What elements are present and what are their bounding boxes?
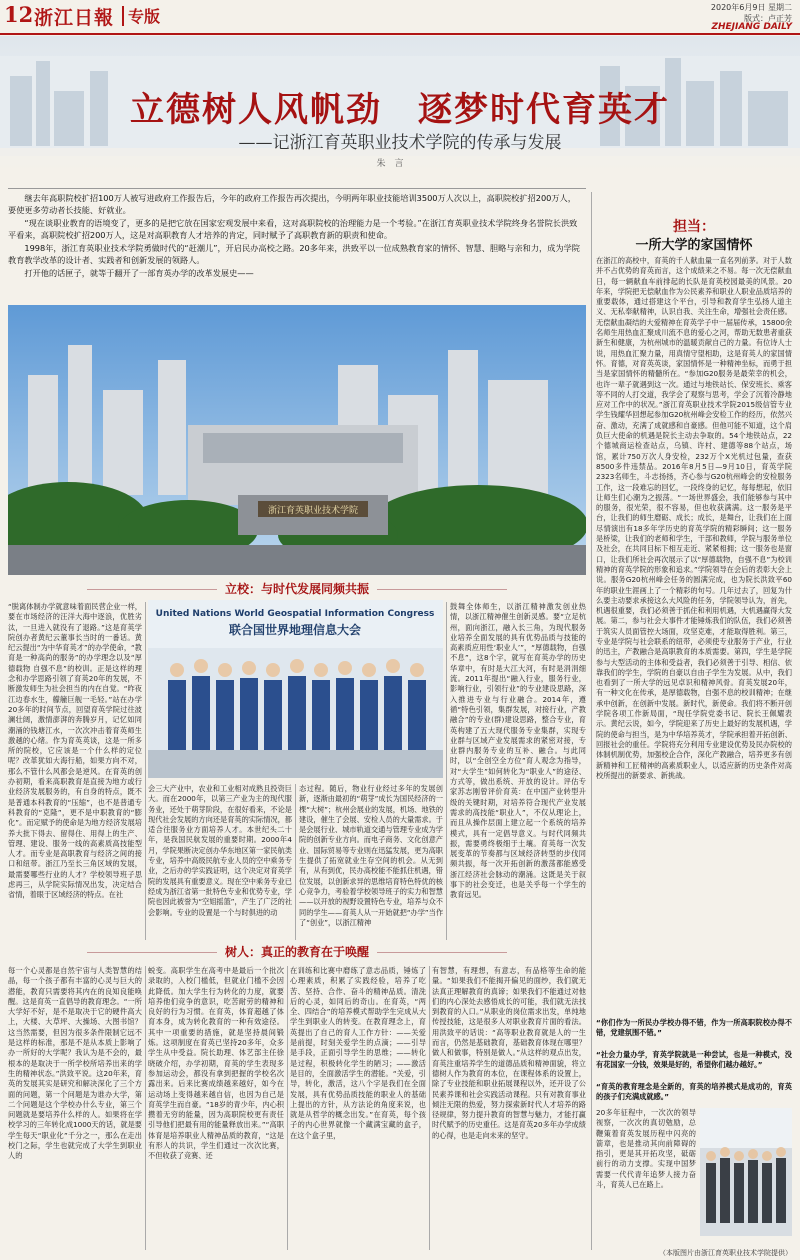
column-divider bbox=[295, 784, 296, 940]
article-column: 会三大产业中，农业和工业相对成熟且投资巨大。而在2000年，以第三产业为主的现代服务业，还处于萌芽阶段，在很好看来，不论是现代社会发展的方向还是育英的实际情况，都适合往服务业方面培养人才。本世纪头二十年，是我国民航发展的重要时期。2000年4月，学院果断决定创办华东地区第一家民航类专业，培养中高级民航专业人员的空中乘务专业，之后办的学实践证明，这个决定对育英学院的发展具有重要意义。现在空中乘务专业已经成为浙江省第一批特色专业和优势专业，学院也因此被誉为“空姐摇篮”，产生了广泛的社会影响。专业的设置是一个与时俱进的动 bbox=[148, 784, 292, 917]
section-label: 专版 bbox=[128, 7, 161, 26]
intro-paragraph: “现在谈职业教育的语境变了，更多的是把它放在国家宏观发展中来看，这对高职院校的治理能力是一个考验。”在浙江育英职业技术学院终身名誉院长洪致平看来，高职院校扩招200万人，这是对高职教育人才培养的肯定，同时赋予了高职教育新的职责和使命。 bbox=[8, 218, 578, 240]
masthead bbox=[0, 0, 800, 34]
sidebar-heading: 一所大学的家国情怀 bbox=[635, 238, 753, 253]
intro-paragraph: 1998年，浙江育英职业技术学院勇做时代的“赶潮儿”，开启民办高校之路。20多年来，洪致平以一位成熟教育家的情怀、智慧、胆略与亲和力，成为学院教育教学改革的设计者、实践者和创新发展的领路人。 bbox=[8, 243, 580, 265]
masthead-divider bbox=[122, 6, 124, 26]
column-divider bbox=[446, 602, 447, 940]
sidebar-quote: “社会力量办学，育英学院就是一种尝试，也是一种模式，没有花国家一分钱，效果是好的，希望你们越办越好。” bbox=[596, 1050, 792, 1070]
heading-ornament bbox=[87, 952, 217, 953]
issue-date: 2020年6月9日 星期二 bbox=[710, 3, 792, 12]
editor-credit: 版式：卢正芳 bbox=[744, 14, 792, 23]
page-number: 12 bbox=[4, 2, 34, 27]
intro-text bbox=[8, 192, 580, 280]
intro-paragraph: 继去年高职院校扩招100万人被写进政府工作报告后，今年的政府工作报告再次提出，今明两年职业技能培训3500万人次以上，高职院校扩招200万人，要使更多劳动者长技能、好就业。 bbox=[8, 193, 576, 215]
headline-title: 立德树人风帆劲 逐梦时代育英才 bbox=[130, 90, 670, 130]
congress-group-photo bbox=[148, 600, 443, 778]
intro-paragraph: 打开他的话匣子，就等于翻开了一部育英办学的改革发展史—— bbox=[24, 268, 254, 278]
column-divider bbox=[287, 966, 288, 1250]
heading-ornament bbox=[377, 952, 507, 953]
english-paper-name: ZHEJIANG DAILY bbox=[711, 22, 792, 32]
campus-gate-sign: 浙江育英职业技术学院 bbox=[267, 506, 359, 516]
congress-banner-english: United Nations World Geospatial Information Congress bbox=[155, 609, 435, 619]
author-byline: 朱 言 bbox=[376, 159, 404, 169]
campus-photo bbox=[8, 305, 586, 575]
masthead-rule bbox=[0, 33, 800, 35]
article-column: 在训练和比赛中磨练了意志品质，锤炼了心理素质，积累了实践经验，培养了吃苦、坚持、合作、奋斗的精神品质。清洗后的心灵，如同后的奇山。在育英，“两全、四结合”的培养模式帮助学生完成从大学生到职业人的转变。在教育理念上，育英提出了自己的育人工作方针：——关爱是前提，时刻关爱学生的点滴；——引导是手段，正面引导学生的思维；——转化是过程，积极转化学生的陋习；——激活是目的，全面激活学生的潜能。“关爱，引导，转化，激活，这八个字是我们在全面发展，具有优势品质技能的职业人的基础上提出的方针，从方法论的角度来说，也就是从哲学的概念出发。”在育英，每个孩子的内心世界就像一个藏满宝藏的盒子，在这个盒子里， bbox=[290, 966, 426, 1140]
section-heading-shuren bbox=[8, 943, 586, 959]
date-info bbox=[711, 2, 792, 24]
sidebar-quote: “育英的教育理念是全新的，育英的培养模式是成功的，育英的孩子们充满成就感。” bbox=[596, 1082, 792, 1102]
students-group-photo bbox=[700, 1108, 792, 1236]
article-column: “脱离体制办学就意味着面民营企业一样，要在市场经济的汪洋大海中逐浪，优胜劣汰，一旦进入就没有了退路。”这是育英学院创办者黄纪云董事长当时的一番话。黄纪云提出“为中华育英才”的办学使命，“教育是一种高尚的服务”的办学理念以及“厚德载物 自强不息”的校训。正是这样的理念和办学思路引领了育英20年的发展，不断激发师生为社会担当的内在自觉。“昨夜江边春水生，艨艟巨舰一毛轻。”站在办学20多年的时间节点，回望育英学院过往波澜壮阔，激情澎湃的奔腾岁月，记忆如同潮涌的钱塘江水，一次次冲击着育英师生激越的心绪。作为育英英谈，这是一所多所的院校，它应该是一个什么样的定位呢？改革犹如大海行船，如果方向不对，那么不管什么风都会是逆风。在育英的创办初期，看来高职教育是直接为地方或行业经济发展服务的，有自身的特点，既不是普通本科教育的“压缩”，也不是普通专科教育的“克隆”，更不是中职教育的“膨化”。而定赋予的使命是为地方经济发展培养大批下得去、留得住、用得上的生产、管理、建设、服务一线的高素质高技能型人才。而专业是高职教育与经济之间的接口和纽带。浙江乃至长三角区域的发展，最需要哪些行业的人才？学校领导班子思虑再三，从学院实际情况出发，决定结合省情，着眼于区域经济的特点。在社 bbox=[8, 602, 142, 900]
sidebar-tail: 20多年征程中，一次次的领导视察，一次次的真切勉励，总鞭策着育英发展历程中闪亮的箭章，也是推动其向前障碍的指引，更是其开拓攻坚，砥砺前行的动力支撑。实现中国梦需要一代代青年追梦人接力奋斗，育英人已在路上。 bbox=[596, 1108, 696, 1190]
paper-logo: 浙江日報 bbox=[34, 7, 115, 29]
headline-subtitle: ——记浙江育英职业技术学院的传承与发展 bbox=[238, 133, 562, 153]
column-divider bbox=[429, 966, 430, 1250]
photo-credit: （本版图片由浙江育英职业技术学院提供） bbox=[659, 1249, 792, 1257]
intro-top-rule bbox=[8, 188, 586, 189]
section-heading-text: 立校：与时代发展同频共振 bbox=[224, 582, 369, 596]
section-heading-lixiao bbox=[8, 580, 586, 596]
article-column: 态过程。随后，物业行业经过多年的发展创新，逐渐由最初的“萌芽”成长为国民经济的一棵“大树”；杭州会展业的发展，机场、地铁的建设，催生了会展、安检人员的大量需求。于是会展行业、城市轨道交通与管理专业成为学院的创新专业方向。而电子商务、文化创意产业、国际贸易等专业则在迅猛发展，更为高职生提供了拓宽就业生存空间的机会。从无到有，从有到优，民办高校能不能抓住机遇，错位发展，以创新求异的思维培育特色特优的核心竞争力，考验着学校领导班子的实力和智慧——以开放的视野设置特色专业，培养与众不同的学生——育英人从一开始就把“办学”当作了“创业”，以浙江精神 bbox=[299, 784, 443, 927]
column-divider bbox=[145, 966, 146, 1250]
sidebar-kicker: 担当： bbox=[673, 219, 715, 235]
sidebar-body: 在浙江的高校中，育英的千人献血量一直名列前茅。对于人数并不占优势的育英而言，这个成绩来之不易。每一次无偿献血日，每一辆献血车前排起的长队是育英校园最美的风景。20年来，学院把无偿献血作为公民素养和职业人职业品质培养的重要载体，通过搭建这个平台，引导和教育学生弘扬人道主义、无私奉献精神，认识自我、关注生命，增强社会责任感。无偿献血凝结的大爱精神在育英学子中一届届传承，15800余名师生用热血汇聚成川流不息的爱心之河，帮助无数患者重获新生和健康，为杭州城市的温暖贡献自己的力量。有位诗人士说，用热血汇聚力量，用真情守望相助，这是育英人的家国情怀。育德，对育英英谈，家国情怀是一种精神坐标，而勇于担当是家国情怀的精髓所在。“参加G20服务是最荣幸的机会，也许一辈子就遇到这一次。通过与地铁站长、保安班长、乘客等不同的人打交道，我学会了观察与思考，学会了沉着冷静地应对工作中的状况。”浙江育英职业技术学院2015级信管专业学生钱耀华回想起参加G20杭州峰会安检工作的经历，依然兴奋、激动，充满了成就感和自豪感。但他可能不知道，这个肩负巨大使命的机遇是院长主动去争取的。54个地铁站点，22个德城商运检查站点，乌镇、许村、建德等88个站点，场馆，累计750万次人身安检，232万个X光机过包量，查获8500多件违禁品。2016年8月5日—9月10日，育英学院2323名师生，斗志扬扬，齐心参与G20杭州峰会的安检服务工作，这一段难忘的回忆，一段终身的记忆，每每想起，依旧让师生们心潮为之振荡。“一场世界盛会，我们能够参与其中的服务，很光荣，很不容易，但也收获满满。这一服务是平台，让我们的师生磨砺、成长；成长，是舞台，让我们在上面尽情演出有18多年学历史的育英学院的精彩瞬间；这一服务是桥梁，让我们的老师和学生，干部和教师，学院与服务单位及社会，在共同目标下相互走近、紧紧相拥；这一服务也是窗口，让我们所社会再次展示了以“厚德载物，自强不息”为校训精神的育英学院的形象和追求。”学院领导在会后的表彰大会上说。服务G20杭州峰会任务的圆满完成，也为院长洪致平60年的职业生涯画上了一个精彩的句号。几年过去了，回复为什么要主动要求承接这么大风险的任务，学院领导认为，首先，机遇很重要，我们必须善于抓住和利用机遇，大机遇赢得大发展。第二，参与社会大事件才能锤炼我们的队伍，我们必须善于筑实人员面管控大场面，攻坚克难，才能取得胜利。第三，专业是学院与社会联系的纽带，必须使专业服务于产业，行业的迅主，产教融合是高职教育的本质需要。第四，学生是学院参与大型活动的主体和受益者，我们必须善于引导、相信、依靠我们的学生，学院的自豪以自由子学生为发展。从中，我们也看到了一所大学的远见卓识和精神风骨。育英发展20年，有一种文化在传承，是厚德载物，自强不息的校训精神；在继承中创新，在创新中发展。新时代，新使命。我们将不断开创学院各项工作新局面，“现任学院党委书记、院长王佩耀表示。黄纪云说，如今，学院迎来了历史上最好的发展机遇，学院的使命与担当，是为中华培养英才，学院承担着开拓创新、回报社会的重任。学院将充分利用专业建设优势及民办院校的体制机制优势，加强校企合作，深化产教融合，培养更多有创新精神和工匠精神的高素质职业人，以适应新的历史条件对高校所提出的新要求、新挑战。 bbox=[596, 256, 792, 780]
article-column: 鼓舞全体师生，以浙江精神激发创业热情，以浙江精神催生创新灵感。要“立足杭州，面向浙江，融入长三角，为现代服务业培养全面发展的具有优势品质与技能的高素质应用性‘职业人’”，“厚德载物，自强不息”，这8个字，就写在育英办学的历史华章中，有时是大江大河，有时是涓涓细流。2011年提出“融入行业，服务行业，影响行业，引领行业”的专业建设思路，深入推进专业与行业融合。2014年，遵循“特色引领，集群发展，对接行业，产教融合”的专业(群)建设思路，整合专业，育英构建了五大现代服务专业集群，实现专业群与区域产业发展需求的紧密对接，专业群内服务专业的互补、融合。与此同时，以“全创空全方位”育人观念为指导，对“大学生”如何转化为“职业人”的途径、方式等，做出系统、开放的设计。评估专家苏志刚曾评价育英：在中国产业转型升级的关键时期，对培养符合现代产业发展需求的高技能“职业人”，不仅从理论上，而且从操作层面上建立起一个系统的培养模式，具有一定倡导意义。与时代同频共振，需要勇终极细于土壤。育英每一次发展变革的节奏都与区域经济转型的步伐同频共振，每一次开拓创新的激荡都能感受浙江经济社会脉动的潮涌。这既是关于叙事下的社会变迁，也是关乎每一个学生的教育远见。 bbox=[450, 602, 586, 900]
article-column: 每一个心灵都是自然宇宙与人类智慧的结晶，每一个孩子都有丰富的心灵与巨大的潜能，教育只需要将其内在的良知良能唤醒。这是育英一直倡导的教育理念。“一所大学好不好，是不是取决于它的硬件高大上，大楼、大草坪、大操场、大图书馆？这当然需要，但因为很多条件限制它远不是这样的标准，那是不是从本质上影响了办一所好的大学呢？我认为是不会的，最根本的是取决于一所学校所培养出来的学生的精神状态。”洪致平说。这20年来，育英的发展其实是研究和解决深化了三个方面的问题，第一个问题是为谁办大学，第二个问题是这个学校办什么专业，第三个问题就是要培养什么样的人。如果将在学校学习的三年转化成1000天的话，就是要学生每天“职业化”千分之一，那么在走出校门之际，学生也就完成了大学生到职业人的 bbox=[8, 966, 142, 1161]
heading-ornament bbox=[377, 589, 507, 590]
column-divider bbox=[145, 602, 146, 940]
sidebar-quote: “你们作为一所民办学校办得不错，作为一所高职院校办得不错，党建氛围不错。” bbox=[596, 1018, 792, 1038]
sidebar-divider bbox=[591, 192, 592, 1250]
congress-banner-chinese: 联合国世界地理信息大会 bbox=[228, 623, 362, 637]
article-column: 蜕变。高职学生在高考中是最后一个批次录取的，入校门槛低，但就业门槛不会因此降低。加大学生行为转化的力度，就要培养他们竞争的意识，吃苦耐劳的精神和良好的行为习惯。在育英，体育超越了体育本身，成为转化教育的一种有效途径。其中一项重要的措施，就是坚持晨间锻炼。这项制度在育英已坚持20多年，众多学生从中受益。院长助理、体艺部主任徐晓破介绍，办学初期，育英的学生表现多参加运动会，都没有拿到把握的学校名次露出来。后来比赛成绩越来越好，如今在运动场上变得越来越自信，也因为自己是育英学生而自豪。“18岁的青少年，内心积攒着无穷的能量，因为高职院校更有责任引导他们把最有用的能量释放出来。”“高职体育是培养职业人精神品质的教育，“这是有形人的共识，学生们通过一次次比赛，不但收获了竞赛、还 bbox=[148, 966, 284, 1161]
article-column: 有智慧，有理想，有意志，有品格等生命的能量。“如果我们不能揭开偏见的面纱，我们就无法真正理解教育的真谛；如果我们不能通过对他们的内心深处去感悟成长的可能，我们就无法找到教育的入口。”从职业的岗位需求出发，单纯地传授技能，这是很多人对职业教育片面的看法。用洪致平的话说：“高等职业教育就是人的一生而言，仍然是基础教育，基础教育体现在哪里？做人和做事，特别是做人。”从这样的观点出发，育英注重培养学生的道德品质和精神面貌，将立德树人作为教育的本位，在课程体系的设置上，除了专业技能和职业拓展课程以外，还开设了公民素养课和社会实践活动课程。只有对教育事业倾注无限的热爱，努力探索新时代人才培养的路径规律，努力提升教育的智慧与魅力，才能打赢时代赋予的历史重任。这是育英20多年办学成绩的心得，也是走向未来的坚守。 bbox=[432, 966, 586, 1140]
heading-ornament bbox=[87, 589, 217, 590]
section-heading-text: 树人：真正的教育在于唤醒 bbox=[224, 945, 369, 959]
